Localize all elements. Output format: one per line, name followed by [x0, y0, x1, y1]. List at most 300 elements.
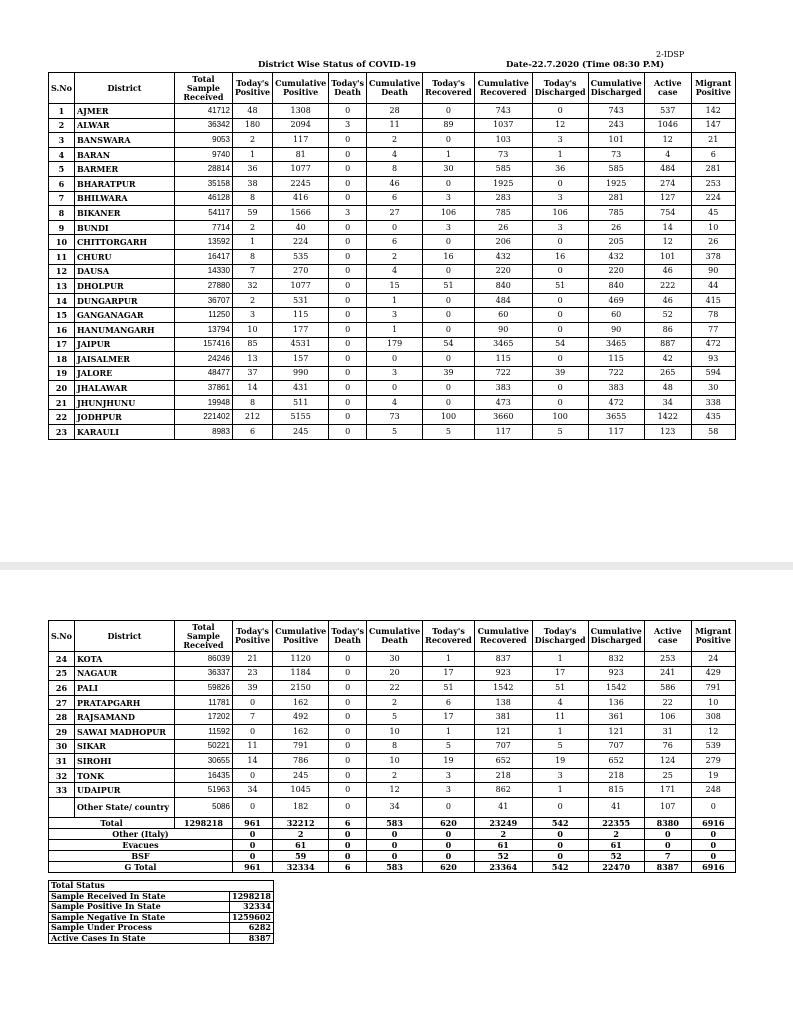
cell-todays-death: 0: [329, 797, 367, 817]
summary-value: 0: [644, 839, 691, 850]
table-row: [49, 191, 736, 206]
cell-todays-recovered: 5: [423, 739, 475, 754]
cell-todays-positive: 0: [232, 724, 272, 739]
cell-district: NAGAUR: [74, 666, 174, 681]
cell-active-case: 124: [644, 754, 691, 769]
cell-total-sample: 19948: [174, 395, 232, 410]
cell-todays-positive: 34: [232, 783, 272, 798]
cell-todays-recovered: 0: [423, 352, 475, 367]
cell-cumulative-death: 20: [367, 666, 423, 681]
cell-migrant-positive: 253: [691, 176, 735, 191]
cell-cumulative-death: 1: [367, 322, 423, 337]
summary-value: 6916: [691, 861, 735, 872]
cell-cumulative-discharged: 785: [588, 206, 644, 221]
cell-sno: 26: [49, 681, 75, 696]
cell-active-case: 86: [644, 322, 691, 337]
cell-cumulative-death: 0: [367, 220, 423, 235]
cell-cumulative-recovered: 90: [474, 322, 532, 337]
cell-cumulative-death: 0: [367, 352, 423, 367]
cell-migrant-positive: 248: [691, 783, 735, 798]
cell-todays-death: 0: [329, 133, 367, 148]
cell-cumulative-death: 5: [367, 425, 423, 440]
col-header-cumulative-recovered: Cumulative Recovered: [474, 621, 532, 652]
status-value: 8387: [230, 933, 274, 944]
cell-cumulative-death: 6: [367, 191, 423, 206]
total-value: 22355: [588, 817, 644, 828]
cell-todays-death: 0: [329, 191, 367, 206]
form-code: 2-IDSP: [656, 50, 685, 59]
cell-district: CHITTORGARH: [74, 235, 174, 250]
cell-cumulative-death: 4: [367, 147, 423, 162]
cell-cumulative-recovered: 26: [474, 220, 532, 235]
cell-cumulative-recovered: 3660: [474, 410, 532, 425]
cell-cumulative-death: 4: [367, 264, 423, 279]
cell-cumulative-death: 3: [367, 308, 423, 323]
cell-todays-discharged: 3: [532, 191, 588, 206]
status-row: [49, 923, 274, 934]
cell-active-case: 241: [644, 666, 691, 681]
cell-todays-recovered: 17: [423, 666, 475, 681]
cell-migrant-positive: 279: [691, 754, 735, 769]
cell-total-sample: 36707: [174, 293, 232, 308]
cell-sno: 31: [49, 754, 75, 769]
cell-total-sample: 36342: [174, 118, 232, 133]
cell-cumulative-death: 4: [367, 395, 423, 410]
cell-total-sample: 48477: [174, 366, 232, 381]
cell-district: BIKANER: [74, 206, 174, 221]
total-value: 961: [232, 817, 272, 828]
cell-total-sample: 30655: [174, 754, 232, 769]
cell-sno: 21: [49, 395, 75, 410]
cell-todays-recovered: 54: [423, 337, 475, 352]
cell-todays-death: 0: [329, 264, 367, 279]
summary-label: BSF: [49, 850, 233, 861]
cell-cumulative-recovered: 722: [474, 366, 532, 381]
cell-todays-positive: 1: [232, 147, 272, 162]
total-value: 6916: [691, 817, 735, 828]
cell-migrant-positive: 19: [691, 768, 735, 783]
cell-todays-positive: 3: [232, 308, 272, 323]
summary-label: G Total: [49, 861, 233, 872]
status-row: [49, 912, 274, 923]
cell-cumulative-discharged: 73: [588, 147, 644, 162]
table-row: [49, 206, 736, 221]
summary-value: 620: [423, 861, 475, 872]
cell-todays-recovered: 0: [423, 797, 475, 817]
cell-cumulative-positive: 2245: [273, 176, 329, 191]
summary-value: 0: [367, 839, 423, 850]
cell-cumulative-positive: 786: [273, 754, 329, 769]
cell-total-sample: 9053: [174, 133, 232, 148]
cell-migrant-positive: 791: [691, 681, 735, 696]
total-value: 583: [367, 817, 423, 828]
cell-cumulative-death: 5: [367, 710, 423, 725]
cell-total-sample: 28814: [174, 162, 232, 177]
status-value: 1298218: [230, 891, 274, 902]
cell-sno: 8: [49, 206, 75, 221]
cell-todays-death: 0: [329, 410, 367, 425]
cell-todays-discharged: 4: [532, 695, 588, 710]
cell-todays-recovered: 3: [423, 191, 475, 206]
summary-value: 542: [532, 861, 588, 872]
cell-cumulative-positive: 2150: [273, 681, 329, 696]
col-header-todays-positive: Today's Positive: [232, 621, 272, 652]
cell-todays-death: 0: [329, 666, 367, 681]
cell-todays-death: 0: [329, 337, 367, 352]
cell-sno: 5: [49, 162, 75, 177]
summary-value: 59: [273, 850, 329, 861]
cell-migrant-positive: 30: [691, 381, 735, 396]
table-row: [49, 279, 736, 294]
cell-cumulative-discharged: 3655: [588, 410, 644, 425]
cell-total-sample: 157416: [174, 337, 232, 352]
cell-active-case: 222: [644, 279, 691, 294]
cell-cumulative-death: 0: [367, 381, 423, 396]
cell-migrant-positive: 78: [691, 308, 735, 323]
total-value: 542: [532, 817, 588, 828]
status-label: Sample Under Process: [49, 923, 230, 934]
cell-total-sample: 41712: [174, 104, 232, 119]
cell-total-sample: 51963: [174, 783, 232, 798]
cell-todays-death: 0: [329, 235, 367, 250]
summary-value: 0: [423, 850, 475, 861]
cell-district: SIKAR: [74, 739, 174, 754]
status-row: [49, 933, 274, 944]
cell-total-sample: 8983: [174, 425, 232, 440]
cell-migrant-positive: 281: [691, 162, 735, 177]
total-value: 32212: [273, 817, 329, 828]
cell-district: BARAN: [74, 147, 174, 162]
cell-active-case: 42: [644, 352, 691, 367]
status-value: 6282: [230, 923, 274, 934]
cell-todays-recovered: 100: [423, 410, 475, 425]
cell-cumulative-positive: 81: [273, 147, 329, 162]
col-header-todays-death: Today's Death: [329, 621, 367, 652]
cell-todays-positive: 7: [232, 264, 272, 279]
cell-total-sample: 14330: [174, 264, 232, 279]
cell-total-sample: 86039: [174, 652, 232, 667]
col-header-active-case: Active case: [644, 73, 691, 104]
cell-todays-positive: 37: [232, 366, 272, 381]
cell-total-sample: 11250: [174, 308, 232, 323]
cell-cumulative-positive: 535: [273, 249, 329, 264]
summary-value: 8387: [644, 861, 691, 872]
cell-todays-positive: 32: [232, 279, 272, 294]
col-header-todays-death: Today's Death: [329, 73, 367, 104]
cell-todays-death: 0: [329, 322, 367, 337]
status-label: Sample Received In State: [49, 891, 230, 902]
cell-migrant-positive: 308: [691, 710, 735, 725]
cell-cumulative-positive: 1308: [273, 104, 329, 119]
cell-cumulative-recovered: 432: [474, 249, 532, 264]
status-header-row: [49, 881, 274, 892]
cell-cumulative-positive: 270: [273, 264, 329, 279]
cell-cumulative-recovered: 652: [474, 754, 532, 769]
cell-sno: 14: [49, 293, 75, 308]
cell-cumulative-positive: 531: [273, 293, 329, 308]
cell-cumulative-death: 8: [367, 739, 423, 754]
cell-migrant-positive: 142: [691, 104, 735, 119]
cell-cumulative-recovered: 785: [474, 206, 532, 221]
cell-cumulative-recovered: 117: [474, 425, 532, 440]
total-row: [49, 817, 736, 828]
table-row: [49, 366, 736, 381]
cell-migrant-positive: 93: [691, 352, 735, 367]
cell-total-sample: 11781: [174, 695, 232, 710]
cell-todays-recovered: 39: [423, 366, 475, 381]
status-row: [49, 891, 274, 902]
cell-todays-discharged: 0: [532, 235, 588, 250]
cell-todays-positive: 212: [232, 410, 272, 425]
cell-cumulative-positive: 990: [273, 366, 329, 381]
cell-active-case: 123: [644, 425, 691, 440]
cell-todays-recovered: 3: [423, 783, 475, 798]
table-row: [49, 352, 736, 367]
cell-todays-death: 0: [329, 308, 367, 323]
cell-todays-recovered: 0: [423, 235, 475, 250]
cell-todays-death: 0: [329, 293, 367, 308]
cell-todays-positive: 13: [232, 352, 272, 367]
cell-total-sample: 16417: [174, 249, 232, 264]
cell-sno: 2: [49, 118, 75, 133]
cell-sno: 13: [49, 279, 75, 294]
cell-active-case: 537: [644, 104, 691, 119]
report-page-2: [0, 570, 793, 1024]
cell-cumulative-positive: 431: [273, 381, 329, 396]
cell-migrant-positive: 21: [691, 133, 735, 148]
cell-district: RAJSAMAND: [74, 710, 174, 725]
cell-todays-death: 0: [329, 425, 367, 440]
cell-cumulative-positive: 245: [273, 425, 329, 440]
cell-sno: 18: [49, 352, 75, 367]
cell-todays-recovered: 0: [423, 293, 475, 308]
cell-active-case: 46: [644, 264, 691, 279]
table-row: [49, 425, 736, 440]
cell-todays-positive: 14: [232, 754, 272, 769]
cell-todays-recovered: 0: [423, 308, 475, 323]
table-row: [49, 308, 736, 323]
cell-todays-positive: 2: [232, 220, 272, 235]
cell-cumulative-death: 27: [367, 206, 423, 221]
cell-total-sample: 7714: [174, 220, 232, 235]
cell-cumulative-discharged: 90: [588, 322, 644, 337]
cell-migrant-positive: 0: [691, 797, 735, 817]
cell-todays-discharged: 17: [532, 666, 588, 681]
summary-value: 0: [691, 850, 735, 861]
col-header-cumulative-death: Cumulative Death: [367, 621, 423, 652]
cell-cumulative-recovered: 484: [474, 293, 532, 308]
cell-sno: 33: [49, 783, 75, 798]
table-row: [49, 710, 736, 725]
cell-sno: 28: [49, 710, 75, 725]
cell-active-case: 586: [644, 681, 691, 696]
cell-sno: 30: [49, 739, 75, 754]
cell-cumulative-death: 28: [367, 104, 423, 119]
table-row: [49, 739, 736, 754]
cell-sno: 12: [49, 264, 75, 279]
summary-value: 583: [367, 861, 423, 872]
cell-total-sample: 50221: [174, 739, 232, 754]
cell-district: ALWAR: [74, 118, 174, 133]
cell-migrant-positive: 429: [691, 666, 735, 681]
cell-todays-death: 0: [329, 176, 367, 191]
cell-cumulative-discharged: 469: [588, 293, 644, 308]
cell-todays-discharged: 3: [532, 133, 588, 148]
cell-todays-recovered: 3: [423, 220, 475, 235]
cell-sno: 29: [49, 724, 75, 739]
cell-sno: 25: [49, 666, 75, 681]
summary-value: 52: [474, 850, 532, 861]
cell-todays-discharged: 12: [532, 118, 588, 133]
summary-label: Other (Italy): [49, 828, 233, 839]
summary-value: 0: [691, 828, 735, 839]
cell-cumulative-discharged: 218: [588, 768, 644, 783]
page-gap: [0, 562, 793, 570]
cell-todays-recovered: 5: [423, 425, 475, 440]
total-value: 620: [423, 817, 475, 828]
cell-active-case: 31: [644, 724, 691, 739]
cell-cumulative-discharged: 652: [588, 754, 644, 769]
cell-todays-recovered: 16: [423, 249, 475, 264]
status-row: [49, 902, 274, 913]
cell-cumulative-death: 22: [367, 681, 423, 696]
table-row: [49, 176, 736, 191]
cell-todays-death: 0: [329, 681, 367, 696]
cell-cumulative-positive: 157: [273, 352, 329, 367]
cell-todays-death: 3: [329, 206, 367, 221]
cell-cumulative-death: 11: [367, 118, 423, 133]
cell-todays-recovered: 0: [423, 104, 475, 119]
cell-todays-discharged: 0: [532, 308, 588, 323]
cell-cumulative-positive: 245: [273, 768, 329, 783]
cell-sno: 1: [49, 104, 75, 119]
cell-sno: 24: [49, 652, 75, 667]
cell-district: SAWAI MADHOPUR: [74, 724, 174, 739]
table-row: [49, 381, 736, 396]
cell-todays-discharged: 1: [532, 724, 588, 739]
cell-cumulative-recovered: 3465: [474, 337, 532, 352]
table-row: [49, 695, 736, 710]
cell-todays-positive: 39: [232, 681, 272, 696]
cell-todays-positive: 14: [232, 381, 272, 396]
table-row: [49, 118, 736, 133]
cell-migrant-positive: 472: [691, 337, 735, 352]
cell-cumulative-recovered: 283: [474, 191, 532, 206]
cell-cumulative-death: 15: [367, 279, 423, 294]
cell-todays-discharged: 36: [532, 162, 588, 177]
cell-active-case: 253: [644, 652, 691, 667]
cell-cumulative-discharged: 923: [588, 666, 644, 681]
cell-cumulative-recovered: 60: [474, 308, 532, 323]
cell-todays-death: 0: [329, 739, 367, 754]
cell-todays-positive: 2: [232, 293, 272, 308]
cell-sno: 20: [49, 381, 75, 396]
summary-value: 0: [691, 839, 735, 850]
cell-cumulative-recovered: 115: [474, 352, 532, 367]
cell-todays-discharged: 0: [532, 381, 588, 396]
col-header-district: District: [74, 621, 174, 652]
cell-cumulative-death: 1: [367, 293, 423, 308]
cell-cumulative-recovered: 585: [474, 162, 532, 177]
cell-sno: 32: [49, 768, 75, 783]
cell-migrant-positive: 539: [691, 739, 735, 754]
table-row: [49, 322, 736, 337]
cell-cumulative-death: 6: [367, 235, 423, 250]
cell-cumulative-positive: 40: [273, 220, 329, 235]
cell-cumulative-death: 10: [367, 724, 423, 739]
cell-todays-death: 0: [329, 724, 367, 739]
cell-cumulative-discharged: 136: [588, 695, 644, 710]
cell-total-sample: 9740: [174, 147, 232, 162]
summary-label: Evacues: [49, 839, 233, 850]
total-status-table: [48, 880, 274, 944]
cell-district: JAIPUR: [74, 337, 174, 352]
col-header-active-case: Active case: [644, 621, 691, 652]
cell-cumulative-death: 2: [367, 133, 423, 148]
cell-active-case: 25: [644, 768, 691, 783]
col-header-cumulative-positive: Cumulative Positive: [273, 621, 329, 652]
cell-todays-death: 0: [329, 220, 367, 235]
status-label: Sample Negative In State: [49, 912, 230, 923]
total-value: 6: [329, 817, 367, 828]
summary-value: 6: [329, 861, 367, 872]
cell-cumulative-death: 2: [367, 249, 423, 264]
cell-cumulative-recovered: 707: [474, 739, 532, 754]
cell-todays-discharged: 0: [532, 104, 588, 119]
cell-cumulative-discharged: 243: [588, 118, 644, 133]
col-header-total-sample: Total Sample Received: [174, 73, 232, 104]
cell-todays-discharged: 0: [532, 352, 588, 367]
cell-todays-recovered: 0: [423, 264, 475, 279]
summary-row: [49, 839, 736, 850]
cell-todays-discharged: 106: [532, 206, 588, 221]
cell-todays-positive: 23: [232, 666, 272, 681]
col-header-todays-positive: Today's Positive: [232, 73, 272, 104]
cell-todays-positive: 8: [232, 395, 272, 410]
cell-todays-discharged: 0: [532, 395, 588, 410]
cell-todays-death: 3: [329, 118, 367, 133]
cell-cumulative-discharged: 832: [588, 652, 644, 667]
cell-migrant-positive: 24: [691, 652, 735, 667]
cell-cumulative-discharged: 3465: [588, 337, 644, 352]
cell-district: HANUMANGARH: [74, 322, 174, 337]
cell-cumulative-positive: 1566: [273, 206, 329, 221]
cell-cumulative-positive: 511: [273, 395, 329, 410]
cell-district: BARMER: [74, 162, 174, 177]
cell-todays-death: 0: [329, 279, 367, 294]
cell-cumulative-discharged: 585: [588, 162, 644, 177]
cell-active-case: 101: [644, 249, 691, 264]
cell-sno: 3: [49, 133, 75, 148]
summary-value: 0: [532, 839, 588, 850]
cell-todays-positive: 1: [232, 235, 272, 250]
cell-migrant-positive: 90: [691, 264, 735, 279]
cell-district: JHALAWAR: [74, 381, 174, 396]
cell-cumulative-death: 2: [367, 768, 423, 783]
cell-todays-death: 0: [329, 104, 367, 119]
table-row: [49, 681, 736, 696]
cell-cumulative-death: 12: [367, 783, 423, 798]
cell-cumulative-discharged: 26: [588, 220, 644, 235]
table-row: [49, 147, 736, 162]
col-header-cumulative-recovered: Cumulative Recovered: [474, 73, 532, 104]
table-row: [49, 754, 736, 769]
total-value: 8380: [644, 817, 691, 828]
cell-cumulative-positive: 177: [273, 322, 329, 337]
col-header-sno: S.No: [49, 621, 75, 652]
cell-active-case: 107: [644, 797, 691, 817]
cell-migrant-positive: 594: [691, 366, 735, 381]
